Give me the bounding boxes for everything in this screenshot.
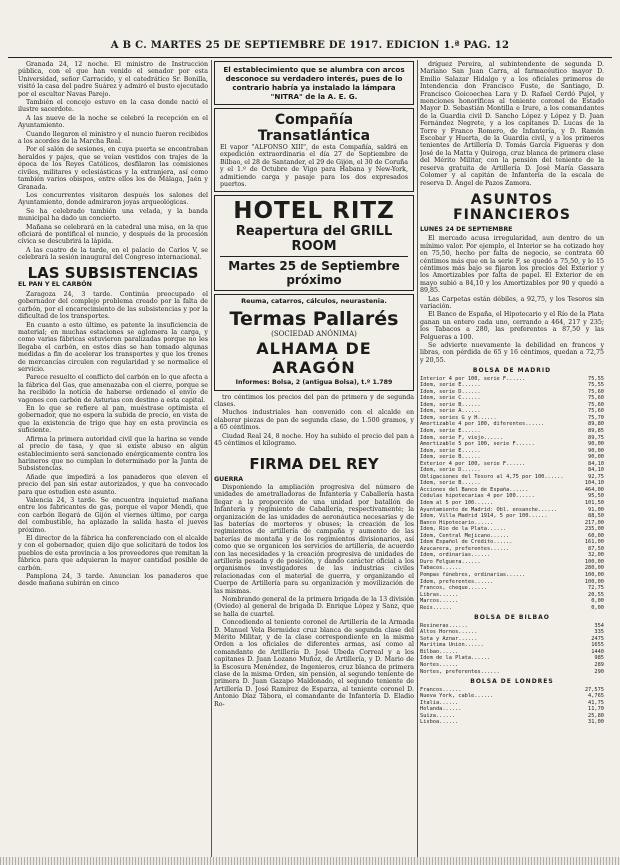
quote-label: Idem, serie B...... (420, 401, 481, 408)
quote-label: Italia...... (420, 699, 459, 706)
quote-table-londres (420, 687, 604, 726)
quote-value: 290 (594, 668, 604, 675)
quote-label: Exterior 4 por 100, serie F...... (420, 460, 526, 467)
quote-label: Nueva York, cable...... (420, 693, 494, 700)
quote-label: Idem, serie A...... (420, 408, 481, 415)
quote-value: 90,00 (588, 441, 604, 448)
quote-value: 20,55 (588, 591, 604, 598)
quote-label: Libras...... (420, 591, 459, 598)
quote-value: 100,00 (584, 572, 604, 579)
quote-label: Duro Felguera...... (420, 558, 481, 565)
quote-value: 464,00 (584, 486, 604, 493)
quote-label: Idem, serie E...... (420, 382, 481, 389)
paragraph: Concediendo al teniente coronel de Artillería de la Armada D. Manuel Vela Bermúdez cruz blanca de segunda clase del Mérito Militar, y de la clase correspondiente en la misma Orden a los oficiales de diferentes armas, así como al comandante de Artillería D. José Ubeda Correal y a los capitanes D. Juan Lozano Muñoz, de Artillería, y D. Mario de la Escosura Menéndez, de Ingenieros, cruz blanca de primera clase de la misma Orden, sin pensión, al segundo teniente de primera D. Juan Gazapo Maldonado, el segundo teniente de Artillería D. José Ramírez de Esparza, al teniente coronel D. Antonio Díaz Tábora, el comandante de Infantería D. Eladio Ro- (214, 619, 414, 708)
quote-value: 101,50 (584, 500, 604, 507)
quote-value: 354 (594, 622, 604, 629)
quote-value: 95,50 (588, 493, 604, 500)
paragraph: El mercado acusa irregularidad, aun dentro de un mínimo valor. Por ejemplo, el Interior se ha cotizado hoy en 75,50, hecho por falta de negocio, se contrata 60 céntimos más que en la serie F, se quedó a 75,50, y lo 15 céntimos más bajo se fijaron los precios del Exterior y los Amortizables por falta de papel. El Exterior de en mayo subió a 84,10 y los Amortizables por 90 y quedó a 89,85. (420, 235, 604, 295)
paragraph: Pamplona 24, 3 tarde. Anuncian los panaderos que desde mañana subirán en cinco (18, 573, 208, 588)
paragraph: Valencia 24, 3 tarde. Se encuentra inquietud mañana entre los fabricantes de gas, porque el vapor Mendi, que con carbón llegará de Gijón el viernes último, por carga del combustible, ha aplazado la salida hasta el jueves próximo. (18, 496, 208, 534)
quote-label: Idem, serie E...... (420, 428, 481, 434)
paragraph: Muchos industriales han convenido con el alcalde en elaborar piezas de pan de segunda clase, de 1.500 gramos, y a 65 céntimos. (214, 409, 414, 432)
page-bottom-edge (0, 857, 620, 865)
quote-value: 1440 (591, 648, 604, 655)
paragraph: Mañana se celebrará en la catedral una misa, en la que oficiará de pontifical el nuncio, y después de la procesión cívica se descubrirá la lápida. (18, 223, 208, 246)
quote-label: Francos, cheque...... (420, 585, 487, 592)
quote-value: 335 (594, 629, 604, 636)
column-left (18, 61, 208, 857)
quote-label: Bilbao...... (420, 648, 459, 655)
quote-label: Amortizable 4 por 100, diferentes...... (420, 421, 545, 428)
quote-label: Lisboa...... (420, 719, 459, 726)
quote-value: 4,765 (588, 693, 604, 700)
quote-label: Ayuntamiento de Madrid: Obl. ensanche...... (420, 506, 558, 513)
heading-line: FINANCIEROS (453, 206, 571, 223)
quote-value: 161,00 (584, 539, 604, 546)
quote-label: Idem, serie E...... (420, 447, 481, 454)
quote-value: 89,85 (588, 428, 604, 434)
quote-value: 32,00 (588, 552, 604, 559)
quote-label: Idem, serie D...... (420, 467, 481, 474)
advert-body: El vapor "ALFONSO XIII", de esta Compañía, saldrá en expedición extraordinaria el día 27 de Septiembre de Bilbao, el 28 de Santander, el 29 de Gijón, el 30 de Coruña y el 1.º de Octubre de Vigo para Habana y New-York, admitiendo carga y pasaje para los dos expresados puertos. (220, 144, 408, 189)
quote-label: Resineras...... (420, 622, 468, 629)
paragraph: tro céntimos los precios del pan de primera y de segunda clases. (214, 393, 414, 409)
section-subheading: GUERRA (214, 475, 244, 483)
quote-label: Marítima Unión...... (420, 642, 484, 649)
quote-value: 985 (594, 655, 604, 662)
header-rule (8, 57, 612, 58)
table-row (420, 605, 604, 612)
quote-label: Francos...... (420, 686, 462, 693)
quote-label: Reis...... (420, 604, 452, 611)
quote-label: Altos Hornos...... (420, 629, 478, 636)
advert-subtitle: Reapertura del GRILL ROOM (235, 224, 393, 255)
quote-label: Obligaciones del Tesoro al 4,75 por 100...... (420, 473, 564, 480)
quote-value: 235,00 (584, 526, 604, 533)
quote-value: 100,00 (584, 578, 604, 585)
quote-label: Idem de la Plata...... (420, 655, 491, 662)
paragraph: El Banco de España, el Hipotecario y el Río de la Plata ganan un entero cada uno, cerrando a 464, 217 y 235; los Tabacos a 280, las preferentes a 87,50 y las Felgueras a 100. (420, 311, 604, 341)
quote-label: Pompas fúnebres, ordinarias...... (420, 572, 526, 579)
quote-label: Banco Hipotecario...... (420, 519, 494, 526)
paragraph: Se ha celebrado también una velada, y la banda municipal ha dado un concierto. (18, 207, 208, 223)
paragraph: Por el salón de sesiones, en cuya puerta se encontraban heraldos y pajes, que se veían vestidos con trajes de la época de los Reyes Católicos, desfilaron las comisiones civiles, militares y eclesiásticas y la extranjera, así como también varios obispos, entre ellos los de Málaga, Jaén y Granada. (18, 146, 208, 191)
quote-value: 75,60 (588, 408, 604, 415)
quote-value: 75,55 (588, 375, 604, 382)
quote-value: 25,80 (588, 712, 604, 719)
quote-value: 2475 (591, 635, 604, 642)
advert-subtitle: (SOCIEDAD ANÓNIMA) (271, 329, 357, 338)
column-divider (211, 60, 212, 857)
quote-value: 104,10 (584, 480, 604, 487)
quote-value: 75,60 (588, 401, 604, 408)
paragraph: Disponiendo la ampliación progresiva del número de unidades de ametralladoras de Infantería y Caballería hasta llegar a la proporción de una unidad por batallón de Infantería y regimiento de Caballería, respectivamente; la organización de las unidades de aeronáutica necesarias y de las baterías de morteros y obuses; la creación de los regimientos de artillería de campaña y aumento de las baterías de montaña y de los regimientos divisionarios, así como que se organicen los servicios de artillería, de acuerdo con las necesidades y la creación progresiva de unidades de artillería pesada y de posición, y dando carácter oficial a los organismos investigadores de las industrias civiles relacionadas con el material de guerra, y organizando el Cuerpo de Artillería para su organización y movilización de las mismas. (214, 483, 414, 595)
section-subheading: EL PAN Y EL CARBÓN (18, 280, 92, 288)
quote-label: Azucarera, preferentes...... (420, 545, 510, 552)
quote-label: Amortizable 5 por 100, serie F...... (420, 441, 535, 448)
quote-label: Idem, ordinarias...... (420, 552, 491, 559)
quote-table-bilbao (420, 623, 604, 675)
quote-label: Idem, Villa Madrid 1914, 5 por 100...... (420, 513, 548, 520)
quote-value: 0,00 (591, 604, 604, 611)
column-divider (417, 60, 418, 857)
advert-date: Martes 25 de Septiembre próximo (220, 256, 408, 287)
paragraph: A las cuatro de la tarde, en el palacio de Carlos V, se celebrará la sesión inaugural del Congreso internacional. (18, 246, 208, 262)
advert-info: Informes: Bolsa, 2 (antigua Bolsa), t.º 1.789 (235, 379, 393, 387)
advert-title: Compañía Transatlántica (257, 112, 371, 144)
paragraph: Ciudad Real 24, 8 noche. Hoy ha subido el precio del pan a 45 céntimos el kilogramo. (214, 432, 414, 448)
quote-value: 92,75 (588, 473, 604, 480)
quote-value: 31,00 (588, 719, 604, 726)
quote-value: 217,00 (584, 519, 604, 526)
table-row (420, 719, 604, 726)
paragraph: Granada 24, 12 noche. El ministro de Instrucción pública, con el que han venido el senador por esta Universidad, señor Carracido, y el catedrático Sr. Bonilla, visitó la casa del padre Suárez y admiró el busto ejecutado por el escultor Navas Parejo. (18, 61, 208, 98)
heading-line: ASUNTOS (470, 191, 554, 208)
paragraph: Añade que impedirá a los panaderos que eleven el precio del pan sin estar autorizados, y que ha convocado para que estudien este asunto. (18, 473, 208, 496)
quote-value: 75,70 (588, 414, 604, 421)
date-line: LUNES 24 DE SEPTIEMBRE (420, 225, 513, 233)
quote-label: Idem, series G y H...... (420, 414, 497, 421)
quote-label: Idem, serie B...... (420, 454, 481, 461)
paragraph: Las Carpetas están débiles, a 92,75, y los Tesoros sin variación. (420, 295, 604, 310)
quote-value: 89,75 (588, 434, 604, 441)
quote-label: Idem al 5 por 100...... (420, 500, 494, 507)
table-title-madrid: BOLSA DE MADRID (472, 367, 552, 375)
quote-table-madrid (420, 376, 604, 612)
quote-label: Idem, serie B...... (420, 480, 481, 487)
paragraph: En lo que se refiere al pan, muéstrase optimista el gobernador, que no espera la subida de precio, en vista de que la existencia de trigo que hay en esta provincia es suficiente. (18, 405, 208, 435)
paragraph: Zaragoza 24, 3 tarde. Continúa preocupado el gobernador del complejo problema creado por la falta de carbón, por el encarecimiento de las subsistencias y por la dificultad de los transportes. (18, 290, 208, 321)
advert-title: HOTEL RITZ (233, 198, 395, 225)
paragraph: A las nueve de la noche se celebró la recepción en el Ayuntamiento. (18, 114, 208, 130)
quote-label: Idem, preferentes...... (420, 578, 494, 585)
advert-title: Termas Pallarés (229, 307, 399, 330)
paragraph: Parece resuelto el conflicto del carbón en lo que afecta a la fábrica del Gas, que amenazaba con el cierre, porque se ha recibido la noticia de haberse ordenado el envío de vagones con carbón de Asturias con destino a esta capital. (18, 374, 208, 404)
quote-value: 75,60 (588, 395, 604, 402)
section-heading-subsistencias: LAS SUBSISTENCIAS (27, 263, 199, 282)
quote-label: Sota y Aznar...... (420, 635, 478, 642)
quote-value: 89,80 (588, 421, 604, 428)
column-right (420, 61, 604, 857)
quote-value: 87,50 (588, 545, 604, 552)
paragraph: El director de la fábrica ha conferenciado con el alcalde y con el gobernador, quien dijo que solicitará de todos los pueblos de esta provincia a los proveedores que remitan la fábrica para que adquieran la mayor cantidad posible de carbón. (18, 534, 208, 572)
section-heading-asuntos-financieros (420, 193, 604, 223)
advert-brand: ALHAMA DE ARAGÓN (256, 339, 372, 378)
table-title-londres: BOLSA DE LONDRES (470, 678, 554, 686)
paragraph: Los concurrentes visitaron después los salones del Ayuntamiento, donde admiraron joyas arqueológicas. (18, 191, 208, 207)
advert-hotel-ritz (214, 195, 414, 291)
quote-value: 75,55 (588, 382, 604, 389)
quote-label: Idem, serie F, viejo...... (420, 434, 503, 441)
quote-value: 90,00 (588, 447, 604, 454)
quote-label: Cédulas hipotecarias 4 por 100...... (420, 493, 535, 500)
quote-value: 0,00 (591, 598, 604, 605)
quote-value: 11,70 (588, 706, 604, 713)
paragraph: Nombrando general de la primera brigada de la 13 división (Oviedo) al general de brigada D. Enrique López y Sanz, que se halla de cuartel. (214, 596, 414, 618)
quote-label: Idem, Río de la Plata...... (420, 526, 507, 533)
paragraph: Afirma la primera autoridad civil que la harina se vende al precio de tasa, y que si existe abuso en algún establecimiento será sancionado enérgicamente contra los harineros que no cumplan lo determinado por la Junta de Subsistencias. (18, 435, 208, 473)
paragraph: Se advierte nuevamente la debilidad en francos y libras, con pérdida de 65 y 16 céntimos, quedan a 72,75 y 20,55. (420, 342, 604, 364)
quote-value: 1655 (591, 642, 604, 649)
paragraph: Cuando llegaron el ministro y el nuncio fueron recibidos a los acordes de la Marcha Real. (18, 130, 208, 146)
quote-value: 60,00 (588, 532, 604, 539)
quote-label: Suiza...... (420, 712, 456, 719)
quote-value: 289 (594, 662, 604, 668)
paragraph: En cuanto a esto último, es patente la insuficiencia de material; en muchas estaciones se aglomera la carga, y como varias fábricas estuvieron paralizadas porque no les llegaba el carbón, en estos días se han tomado algunas medidas a fin de acelerar los transportes y que los trenes de mercancías circulen con regularidad y se normalice el servicio. (18, 321, 208, 374)
quote-label: Acciones del Banco de España...... (420, 486, 529, 493)
quote-label: Idem, serie C...... (420, 395, 481, 402)
quote-label: Nortes, preferentes...... (420, 668, 500, 675)
quote-value: 280,00 (584, 565, 604, 572)
quote-value: 100,00 (584, 558, 604, 565)
page-header: A B C. MARTES 25 DE SEPTIEMBRE DE 1917. EDICION 1.ª PAG. 12 (110, 40, 510, 51)
quote-value: 84,10 (588, 467, 604, 474)
table-row (420, 669, 604, 676)
quote-value: 75,60 (588, 388, 604, 395)
quote-value: 88,50 (588, 513, 604, 520)
quote-label: Nortes...... (420, 662, 459, 668)
quote-value: 91,00 (588, 506, 604, 513)
quote-value: 41,75 (588, 699, 604, 706)
quote-value: 84,10 (588, 460, 604, 467)
quote-label: Holanda...... (420, 706, 462, 713)
quote-label: Idem, serie D...... (420, 388, 481, 395)
advert-nitra-lamp: El establecimiento que se alumbra con arcos desconoce su verdadero interés, pues de lo contrario habría ya instalado la lámpara "NITRA" de la A. E. G. (214, 61, 414, 105)
quote-value: 72,75 (588, 585, 604, 592)
quote-label: Interior 4 por 100, serie F...... (420, 375, 526, 382)
advert-tagline: Reuma, catarros, cálculos, neurastenia. (241, 297, 387, 306)
quote-value: 90,00 (588, 454, 604, 461)
paragraph: También el concejo estuvo en la casa donde nació el ilustre sacerdote. (18, 99, 208, 114)
advert-transatlantica (214, 108, 414, 192)
table-title-bilbao: BOLSA DE BILBAO (474, 614, 550, 622)
quote-value: 27,575 (584, 686, 604, 693)
quote-label: Idem, Central Mejicano...... (420, 532, 510, 539)
section-heading-firma-del-rey: FIRMA DEL REY (249, 454, 379, 473)
column-middle (214, 61, 414, 857)
advert-termas-pallares (214, 294, 414, 390)
quote-label: Tabacos...... (420, 565, 462, 572)
quote-label: Marcos...... (420, 598, 459, 605)
quote-label: Idem Español de Crédito...... (420, 539, 513, 546)
paragraph: dríguez Pereira, al subintendente de segunda D. Mariano San Juan Carra, al farmacéutico mayor D. Emilio Salazar Hidalgo y a los oficiales primeros de Intendencia don Francisco Fuste, de Santiago, D. Francisco Goicoechea Lara y D. Rafael Cerdó Pujol, y menciones honoríficas al teniente coronel de Estado Mayor D. Sebastián Montilla e Irure, a los comandantes de la Guardia civil D. Sancho López y López y D. Juan Fernández Negrete, y a los capitanes D. Lucas de la Torre y Franco Romero, de Infantería, y D. Ramón Escobar y Huerta, de la Guardia civil, y a los primeros tenientes de Artillería D. Tomás García Figueras y don José de la Matta y Quiroga, cruz blanca de primera clase del Mérito Militar, con la pensión del teniente de la reserva gratuita de Artillería D. José María Gassara Colomer y al capitán de Infantería de la escala de reserva D. Ángel de Pazos Zamora. (420, 61, 604, 187)
